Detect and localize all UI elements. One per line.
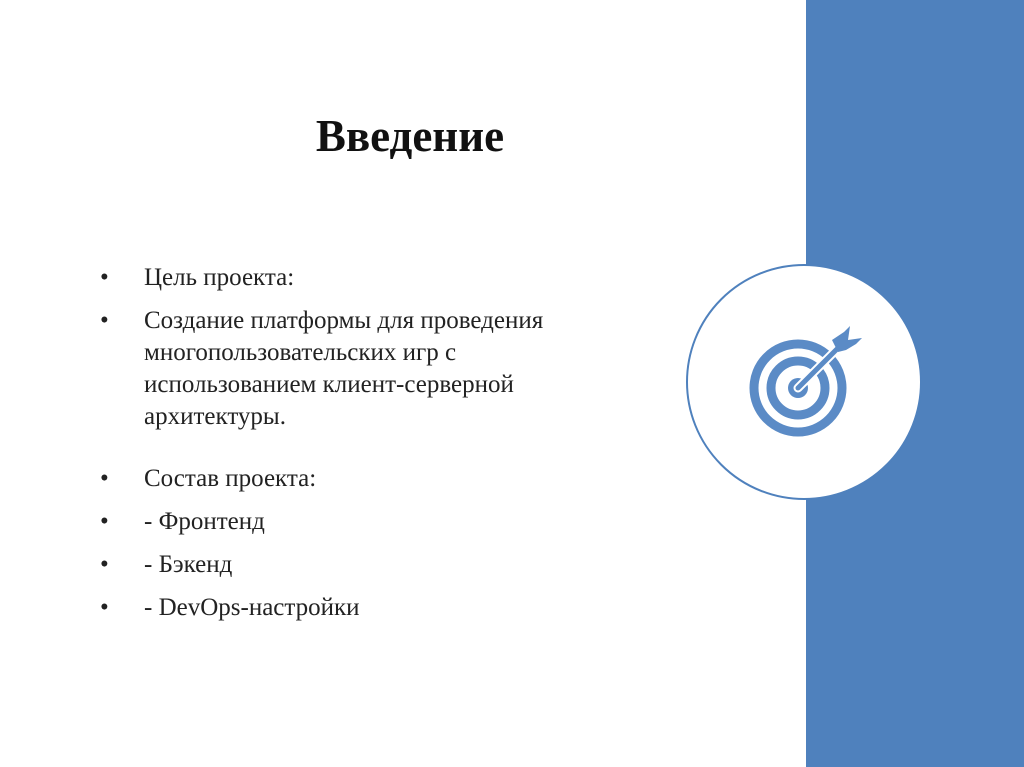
bullet-text: использованием клиент-серверной bbox=[144, 371, 514, 398]
bullet-text: • Создание платформы для проведения bbox=[144, 307, 544, 334]
bullet-text: • Цель проекта: bbox=[144, 264, 295, 291]
slide-title: Введение bbox=[315, 111, 505, 161]
bullet-text: • - DevOps-настройки bbox=[144, 594, 360, 621]
icon-badge bbox=[686, 264, 922, 500]
bullet-item bbox=[100, 262, 660, 294]
bullet-text: многопользовательских игр с bbox=[144, 339, 457, 366]
bullet-text: архитектуры. bbox=[144, 403, 286, 430]
bullet-item bbox=[100, 592, 660, 624]
bullet-item bbox=[100, 305, 660, 433]
bullet-item bbox=[100, 549, 660, 581]
bullet-item bbox=[100, 506, 660, 538]
bullet-item bbox=[100, 463, 660, 495]
target-icon bbox=[748, 326, 864, 442]
bullet-text: • Состав проекта: bbox=[144, 465, 317, 492]
bullet-text: • - Фронтенд bbox=[144, 508, 265, 535]
bullet-text: • - Бэкенд bbox=[144, 551, 233, 578]
bullet-list bbox=[100, 262, 660, 635]
